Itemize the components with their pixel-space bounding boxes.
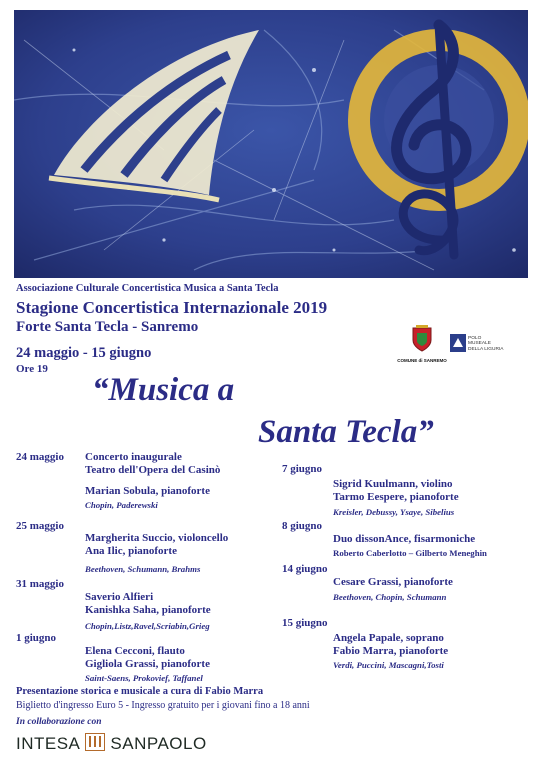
- concert-date: 7 giugno: [282, 463, 323, 475]
- concert-composers: Saint-Saens, Prokovief, Taffanel: [85, 673, 203, 683]
- concert-date: 1 giugno: [16, 632, 57, 644]
- presentation-note: Presentazione storica e musicale a cura di Fabio Marra: [16, 686, 264, 697]
- polo-museale-icon: [450, 334, 466, 352]
- polo-line1: POLO: [468, 336, 482, 341]
- start-time: Ore 19: [16, 363, 48, 375]
- sponsor-name-left: INTESA: [16, 734, 81, 753]
- concert-composers: Roberto Caberlotto – Gilberto Meneghin: [333, 548, 487, 558]
- concert-performer: Kanishka Saha, pianoforte: [85, 604, 211, 616]
- concert-performer: Margherita Succio, violoncello: [85, 532, 229, 544]
- concert-date: 14 giugno: [282, 563, 328, 575]
- polo-museale-logo: [450, 334, 504, 357]
- concert-composers: Chopin, Paderewski: [85, 500, 158, 510]
- concert-date: 8 giugno: [282, 520, 323, 532]
- sanremo-logo: [392, 325, 452, 363]
- concert-composers: Chopin,Listz,Ravel,Scriabin,Grieg: [85, 621, 210, 631]
- concert-date: 31 maggio: [16, 578, 64, 590]
- concert-performer: Sigrid Kuulmann, violino: [333, 478, 453, 490]
- concert-performer: Fabio Marra, pianoforte: [333, 645, 449, 657]
- collaboration-label: In collaborazione con: [16, 717, 102, 727]
- concert-date: 15 giugno: [282, 617, 328, 629]
- concert-performer: Tarmo Eespere, pianoforte: [333, 491, 459, 503]
- sanremo-caption: COMUNE di SANREMO: [397, 358, 447, 363]
- concert-date: 24 maggio: [16, 451, 64, 463]
- concert-performer: Elena Cecconi, flauto: [85, 645, 185, 657]
- intesa-sanpaolo-mark-icon: [85, 733, 105, 751]
- hero-painting: [14, 10, 528, 278]
- sponsor-name-right: SANPAOLO: [110, 734, 207, 753]
- concert-performer: Saverio Alfieri: [85, 591, 154, 603]
- concert-performer: Marian Sobula, pianoforte: [85, 485, 210, 497]
- concert-composers: Kreisler, Debussy, Ysaye, Sibelius: [333, 507, 455, 517]
- concert-composers: Beethoven, Schumann, Brahms: [85, 564, 201, 574]
- ticket-info: Biglietto d'ingresso Euro 5 - Ingresso gratuito per i giovani fino a 18 anni: [16, 700, 310, 711]
- concert-performer: Ana Ilic, pianoforte: [85, 545, 177, 557]
- concert-event: Concerto inaugurale: [85, 451, 182, 463]
- main-title-line1: “Musica a: [92, 372, 235, 408]
- venue: Forte Santa Tecla - Sanremo: [16, 319, 199, 335]
- association-name: Associazione Culturale Concertistica Musica a Santa Tecla: [16, 283, 279, 294]
- polo-line3: DELLA LIGURIA: [468, 346, 504, 352]
- polo-line2: MUSEALE: [468, 341, 491, 347]
- concert-performer: Gigliola Grassi, pianoforte: [85, 658, 210, 670]
- concert-performer: Duo dissonAnce, fisarmoniche: [333, 533, 476, 545]
- intesa-sanpaolo-logo: [16, 733, 207, 754]
- concert-performer: Cesare Grassi, pianoforte: [333, 576, 453, 588]
- date-range: 24 maggio - 15 giugno: [16, 345, 152, 361]
- concert-event-venue: Teatro dell'Opera del Casinò: [85, 464, 221, 476]
- coat-of-arms-icon: [410, 325, 434, 353]
- concert-composers: Verdi, Puccini, Mascagni,Tosti: [333, 660, 444, 670]
- season-title: Stagione Concertistica Internazionale 2019: [16, 298, 328, 317]
- concert-date: 25 maggio: [16, 520, 64, 532]
- concert-performer: Angela Papale, soprano: [333, 632, 444, 644]
- concert-composers: Beethoven, Chopin, Schumann: [333, 592, 447, 602]
- main-title-line2: Santa Tecla”: [258, 414, 434, 450]
